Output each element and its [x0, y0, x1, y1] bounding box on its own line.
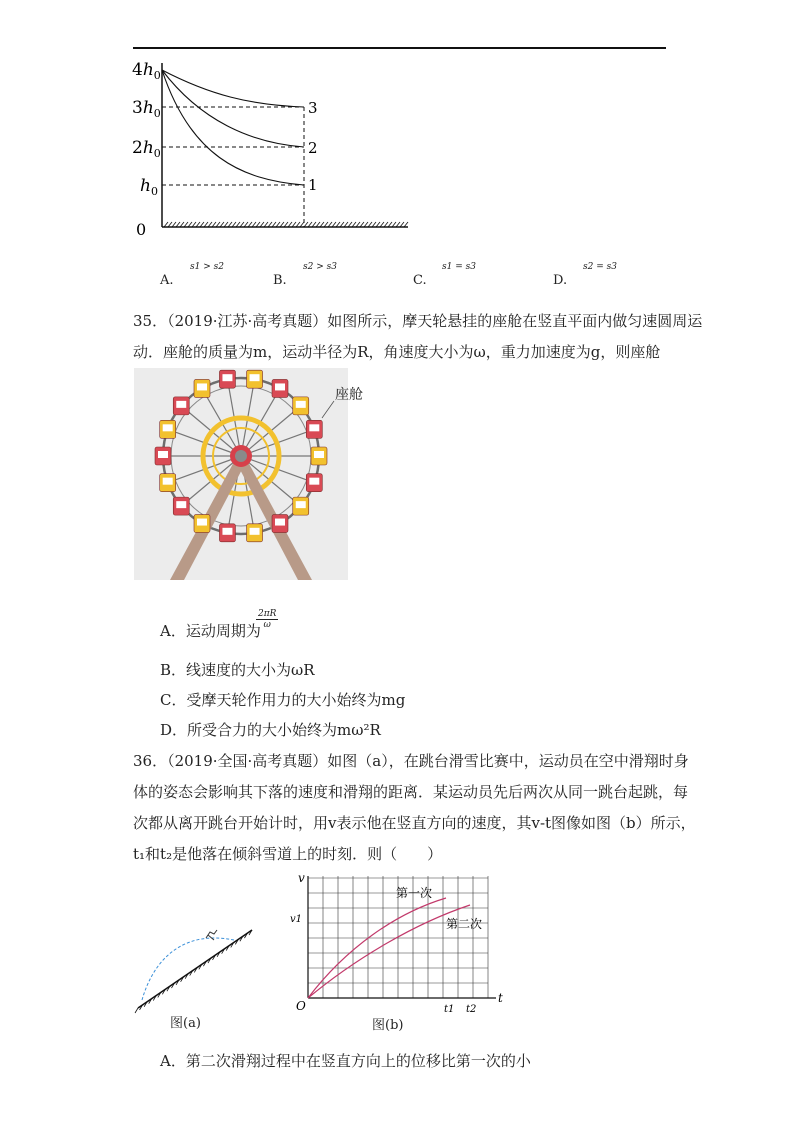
cabin [160, 420, 176, 438]
height-curves-graph [130, 55, 420, 245]
cabin-window [275, 383, 285, 390]
cabin-window [176, 501, 186, 508]
origin-label: O [296, 999, 306, 1013]
fraction-numerator: 2πR [258, 609, 277, 619]
option-a-text: A．运动周期为 [160, 622, 261, 640]
cabin-window [296, 401, 306, 408]
question-number: 35． [133, 312, 168, 330]
cabin [247, 370, 263, 388]
curve-label-3: 3 [308, 99, 318, 117]
cabin [293, 497, 309, 515]
cabin-window [158, 451, 168, 458]
q34-option-c[interactable] [413, 268, 427, 292]
cabin [272, 379, 288, 397]
cabin [306, 474, 322, 492]
option-letter: D. [553, 273, 568, 288]
ski-slope-figure [134, 918, 259, 1018]
cabin [155, 447, 171, 465]
q35-option-a[interactable] [160, 620, 261, 642]
cabin-window [309, 478, 319, 485]
option-letter: A. [160, 273, 174, 288]
curve-1 [162, 70, 304, 185]
q34-option-d-expr: s2 = s3 [583, 262, 617, 272]
second-label: 第二次 [446, 917, 483, 931]
label-2h0: $2h_0$ [132, 138, 161, 160]
cabin [306, 420, 322, 438]
cabin [160, 474, 176, 492]
q35-option-c[interactable]: C．受摩天轮作用力的大小始终为mg [160, 691, 406, 709]
cabin-window [176, 401, 186, 408]
q35-text: （2019·江苏·高考真题）如图所示，摩天轮悬挂的座舱在竖直平面内做匀速圆周运 [167, 312, 703, 330]
ferris-wheel-figure [134, 368, 348, 580]
v-axis-label: v [298, 871, 305, 885]
curve-label-2: 2 [308, 139, 318, 157]
hub-center [235, 450, 247, 462]
cabin-window [314, 451, 324, 458]
cabin [194, 515, 210, 533]
cabin [219, 370, 235, 388]
q36-option-a[interactable]: A．第二次滑翔过程中在竖直方向上的位移比第一次的小 [160, 1052, 531, 1070]
cabin-window [222, 528, 232, 535]
q35-option-d[interactable]: D．所受合力的大小始终为mω²R [160, 721, 381, 739]
option-letter: B. [273, 273, 287, 288]
flight-path [142, 938, 234, 1000]
cabin [173, 497, 189, 515]
cabin-window [222, 374, 232, 381]
cabin-window [163, 478, 173, 485]
cabin-window [197, 383, 207, 390]
q35-option-b[interactable]: B．线速度的大小为ωR [160, 661, 315, 679]
q36-stem-line1 [133, 750, 689, 772]
q36-stem-line2: 体的姿态会影响其下落的速度和滑翔的距离．某运动员先后两次从同一跳台起跳，每 [133, 783, 689, 801]
cabin [194, 379, 210, 397]
q35-stem-line1 [133, 310, 702, 332]
cabin [293, 397, 309, 415]
cabin [173, 397, 189, 415]
cabin-window [163, 424, 173, 431]
question-number: 36． [133, 752, 168, 770]
label-h0: $h_0$ [140, 176, 158, 198]
q36-stem-line4: t₁和t₂是他落在倾斜雪道上的时刻．则（ ） [133, 845, 443, 863]
fig-b-caption: 图(b) [372, 1018, 404, 1033]
cabin-window [275, 519, 285, 526]
t1-label: t1 [444, 1004, 455, 1015]
q36-text: （2019·全国·高考真题）如图（a），在跳台滑雪比赛中，运动员在空中滑翔时身 [167, 752, 689, 770]
curve-3 [162, 70, 304, 107]
fraction-period [256, 609, 278, 630]
curve-label-1: 1 [308, 176, 318, 194]
cabin [311, 447, 327, 465]
first-label: 第一次 [396, 886, 433, 900]
header-rule [133, 47, 666, 49]
fig-a-caption: 图(a) [170, 1016, 201, 1031]
q34-option-a-expr: s1 > s2 [190, 262, 224, 272]
q36-stem-line3: 次都从离开跳台开始计时，用v表示他在竖直方向的速度，其v-t图像如图（b）所示， [133, 814, 696, 832]
q34-option-c-expr: s1 = s3 [442, 262, 476, 272]
cabin-window [250, 374, 260, 381]
cabin [219, 524, 235, 542]
cabin-label: 座舱 [335, 387, 363, 403]
cabin [272, 515, 288, 533]
v1-label: v1 [290, 914, 303, 925]
option-letter: C. [413, 273, 427, 288]
label-zero: 0 [136, 220, 147, 239]
hatch-stroke [135, 1008, 138, 1013]
cabin [247, 524, 263, 542]
t2-label: t2 [466, 1004, 477, 1015]
q34-option-b[interactable] [273, 268, 287, 292]
label-4h0: $4h_0$ [132, 60, 161, 82]
vt-graph [286, 868, 506, 1018]
cabin-window [296, 501, 306, 508]
slope-line [138, 930, 252, 1008]
q34-option-b-expr: s2 > s3 [303, 262, 337, 272]
q34-option-a[interactable] [160, 268, 174, 292]
cabin-window [197, 519, 207, 526]
cabin-window [250, 528, 260, 535]
fraction-denominator: ω [263, 620, 271, 630]
cabin-window [309, 424, 319, 431]
curve-2 [162, 70, 304, 147]
label-3h0: $3h_0$ [132, 98, 161, 120]
q34-option-d[interactable] [553, 268, 567, 292]
q35-stem-line2: 动．座舱的质量为m，运动半径为R，角速度大小为ω，重力加速度为g，则座舱 [133, 343, 661, 361]
t-axis-label: t [498, 991, 503, 1005]
